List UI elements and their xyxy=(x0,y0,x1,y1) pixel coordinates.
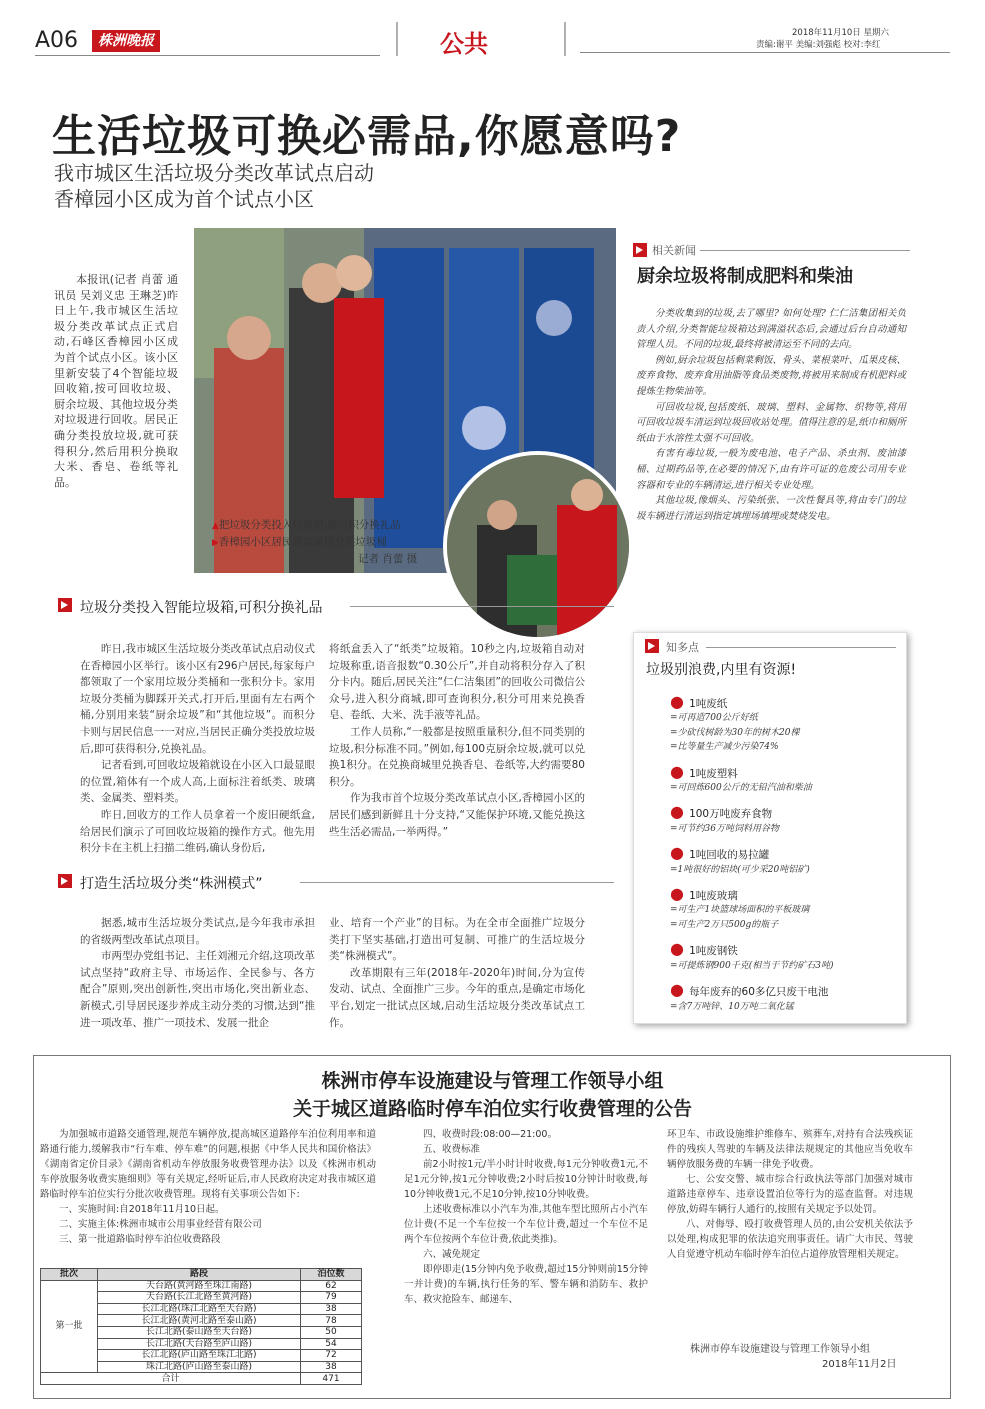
lead-paragraph: 本报讯(记者 肖蕾 通讯员 吴刘义忠 王琳芝)昨日上午,我市城区生活垃圾分类改革试点正式启动,石峰区香樟园小区成为首个试点小区。该小区里新安装了4个智能垃圾回收箱,按可回收垃圾、厨余垃圾、其他垃圾分类对垃圾进行回收。居民正确分类投放垃圾,就可获得积分,然后用积分换取大米、香皂、卷纸等礼品。 xyxy=(54,273,178,489)
table-cell: 78 xyxy=(301,1315,362,1327)
total-value: 471 xyxy=(301,1373,362,1385)
section-divider-right xyxy=(564,22,566,56)
knowledge-rule xyxy=(706,647,896,648)
header-rule-left xyxy=(35,55,380,56)
fact-line: =少砍伐树龄为30年的树木20棵 xyxy=(670,727,800,738)
table-header: 批次 xyxy=(41,1269,98,1281)
fact-item: ● 1吨废玻璃 xyxy=(670,884,738,904)
section-2-col-1: 据悉,城市生活垃圾分类试点,是今年我市承担的省级两型改革试点项目。 市两型办党组书记、主任刘湘元介绍,这项改革试点坚持“政府主导、市场运作、全民参与、各方配合”原则,突出创新性,突出市场化,突出新业态、新模式,引导居民逐步养成主动分类的习惯,达到“推进一项改革、推广一项技术、发展一批企 xyxy=(80,917,315,1029)
parking-table xyxy=(40,1268,362,1385)
table-cell: 79 xyxy=(301,1292,362,1304)
section-arrow-icon-2 xyxy=(58,874,72,888)
arrow-right-icon xyxy=(645,639,659,653)
table-cell: 72 xyxy=(301,1350,362,1362)
fact-line: =1吨很好的铝块(可少采20吨铝矿) xyxy=(670,864,810,875)
fact-list xyxy=(670,692,900,1014)
related-news-tag: 相关新闻 xyxy=(652,244,696,257)
section-2-col-2: 业、培育一个产业”的目标。为在全市全面推广垃圾分类打下坚实基础,打造出可复制、可推广的生活垃圾分类“株洲模式”。 改革期限有三年(2018年-2020年)时间,分为宣传发动、试点、全面推广三步。今年的重点,是确定市场化平台,划定一批试点区域,启动生活垃圾分类改革试点工作。 xyxy=(329,917,585,1029)
fact-item: ● 1吨回收的易拉罐 xyxy=(670,843,770,863)
photo-caption-1: ▲把垃圾分类投入垃圾箱,就可积分换礼品 xyxy=(212,519,401,531)
fact-line: =可节约36万吨饲料用谷物 xyxy=(670,823,779,834)
fact-item: ● 1吨废纸 xyxy=(670,692,728,711)
section-1-col-1: 昨日,我市城区生活垃圾分类改革试点启动仪式在香樟园小区举行。该小区有296户居民,每家每户都领取了一个家用垃圾分类桶和一张积分卡。家用垃圾分类桶为脚踩开关式,打开后,里面有左右两个桶,分别用来装“厨余垃圾”和“其他垃圾”。而积分卡则与居民信息一一对应,当居民正确分类投放垃圾后,即可获得积分,兑换礼品。 记者看到,可回收垃圾箱就设在小区入口最显眼的位置,箱体有一个成人高,上面标注着纸类、玻璃类、金属类、塑料类。 昨日,回收方的工作人员拿着一个废旧硬纸盒,给居民们演示了可回收垃圾箱的操作方式。他先用积分卡在主机上扫描二维码,确认身份后, xyxy=(80,643,315,855)
residents-bins-photo xyxy=(447,455,629,637)
triangle-right-icon: ▶ xyxy=(212,538,219,548)
notice-col-1: 为加强城市道路交通管理,规范车辆停放,提高城区道路停车泊位利用率和道路通行能力,缓解我市“行车难、停车难”的问题,根据《中华人民共和国价格法》《湖南省定价目录》《湖南省机动车停放服务收费管理办法》以及《株洲市机动车停放服务收费实施细则》等有关规定,经听证后,市人民政府决定对我市城区道路临时停车泊位实行分批次收费管理。现将有关事项公告如下: 一、实施时间:自2018年11月10日起。 二、实施主体:株洲市城市公用事业经营有限公司 三、第一批道路临时停车泊位收费路段 xyxy=(40,1129,376,1245)
page-number: A06 xyxy=(35,28,79,53)
table-cell: 长江北路(天台路至庐山路) xyxy=(98,1338,301,1350)
header-rule-right xyxy=(580,52,950,53)
section-2-rule xyxy=(300,882,614,883)
table-cell: 长江北路(庐山路至珠江北路) xyxy=(98,1350,301,1362)
notice-col-3: 环卫车、市政设施维护维修车、殡葬车,对持有合法残疾证件的残疾人驾驶的车辆及法律法规规定的其他应当免收车辆停放服务费的车辆一律免予收费。 七、公安交警、城市综合行政执法等部门加强对城市道路违章停车、违章设置泊位等行为的巡查监督。对违规停放,妨碍车辆行人通行的,按照有关规定予以处罚。 八、对侮辱、殴打收费管理人员的,由公安机关依法予以处理,构成犯罪的依法追究刑事责任。请广大市民、驾驶人自觉遵守机动车临时停车泊位占道停放管理相关规定。 xyxy=(667,1129,913,1260)
total-label: 合计 xyxy=(41,1373,301,1385)
fact-line: =可生产2万只500g的瓶子 xyxy=(670,919,779,930)
photo-credit: 记者 肖蕾 摄 xyxy=(358,553,418,565)
fact-item: ● 1吨废钢铁 xyxy=(670,939,738,959)
headline: 生活垃圾可换必需品,你愿意吗? xyxy=(52,111,682,162)
table-cell: 长江北路(珠江北路至天台路) xyxy=(98,1303,301,1315)
notice-date: 2018年11月2日 xyxy=(822,1359,897,1370)
table-cell: 长江北路(泰山路至天台路) xyxy=(98,1326,301,1338)
notice-title-1: 株洲市停车设施建设与管理工作领导小组 xyxy=(321,1070,664,1092)
related-title: 厨余垃圾将制成肥料和柴油 xyxy=(637,266,853,287)
notice-col-2: 四、收费时段:08:00—21:00。 五、收费标准 前2小时按1元/半小时计时收费,每1元分钟收费1元,不足1元分钟,按1元分钟收费;2小时后按10分钟计时收费,每10分钟收费1元,不足10分钟,按10分钟收费。 上述收费标准以小汽车为准,其他车型比照所占小汽车位计费(不足一个车位按一个车位计费,超过一个车位不足两个车位按两个车位计费,依此类推)。 六、减免规定 即停即走(15分钟内免予收费,超过15分钟则前15分钟一并计费)的车辆,执行任务的军、警车辆和消防车、救护车、救灾抢险车、邮递车、 xyxy=(404,1129,648,1305)
fact-line: =可回炼600公斤的无铅汽油和柴油 xyxy=(670,783,812,794)
triangle-up-icon: ▲ xyxy=(212,521,219,531)
table-cell: 38 xyxy=(301,1361,362,1373)
fact-item: ● 100万吨废弃食物 xyxy=(670,802,773,822)
table-header: 路段 xyxy=(98,1269,301,1281)
table-cell: 珠江北路(庐山路至泰山路) xyxy=(98,1361,301,1373)
fact-line: =比等量生产减少污染74% xyxy=(670,742,779,753)
section-1-rule xyxy=(350,606,614,607)
table-total-row xyxy=(41,1373,362,1385)
batch-cell: 第一批 xyxy=(41,1280,98,1373)
notice-signature: 株洲市停车设施建设与管理工作领导小组 xyxy=(690,1344,870,1355)
knowledge-tag: 知多点 xyxy=(666,641,699,654)
knowledge-box xyxy=(633,632,907,1024)
fact-line: =可再造700公斤好纸 xyxy=(670,713,758,724)
table-header: 泊位数 xyxy=(301,1269,362,1281)
related-rule xyxy=(700,250,910,251)
fact-line: =含7万吨锌、10万吨二氧化锰 xyxy=(670,1001,794,1012)
related-body: 分类收集到的垃圾,去了哪里? 如何处理? 仁仁洁集团相关负责人介绍,分类智能垃圾箱达到满溢状态后,会通过后台自动通知管理人员。不同的垃圾,最终将被清运至不同的去向。 例如,厨余垃圾包括剩菜剩饭、骨头、菜根菜叶、瓜果皮核、废弃食物、废弃食用油脂等食品类废物,将被用来制成有机肥料或提炼生物柴油等。 可回收垃圾,包括废纸、玻璃、塑料、金属物、织物等,将用可回收垃圾车清运到垃圾回收站处理。值得注意的是,纸巾和厕所纸由于水溶性太强不可回收。 有害有毒垃圾,一般为废电池、电子产品、杀虫剂、废油漆桶、过期药品等,在必要的情况下,由有许可证的危废公司用专业容器和专业的车辆清运,进行相关专业处理。 其他垃圾,像烟头、污染纸张、一次性餐具等,将由专门的垃圾车辆进行清运到指定填埋场填埋或焚烧发电。 xyxy=(636,308,906,522)
editor-credits: 责编:谢平 美编:刘强彪 校对:李红 xyxy=(756,40,881,50)
table-row xyxy=(41,1280,362,1292)
section-divider-left xyxy=(396,22,398,56)
fact-item: ● 每年废弃的60多亿只废干电池 xyxy=(670,980,829,1000)
table-cell: 长江北路(黄河北路至泰山路) xyxy=(98,1315,301,1327)
table-cell: 62 xyxy=(301,1280,362,1292)
photo-caption-2: ▶香樟园小区居民领取家用分类垃圾桶 xyxy=(212,536,387,548)
table-header-row xyxy=(41,1269,362,1281)
table-cell: 天台路(黄河路至珠江南路) xyxy=(98,1280,301,1292)
section-2-title: 打造生活垃圾分类“株洲模式” xyxy=(80,876,263,892)
subhead-1: 我市城区生活垃圾分类改革试点启动 xyxy=(54,161,374,185)
table-cell: 38 xyxy=(301,1303,362,1315)
fact-line: =可生产1块篮球场面积的平板玻璃 xyxy=(670,905,810,916)
section-title: 公共 xyxy=(440,29,488,58)
section-1-col-2: 将纸盒丢入了“纸类”垃圾箱。10秒之内,垃圾箱自动对垃圾称重,语音报数“0.30公斤”,并自动将积分存入了积分卡内。随后,居民关注“仁仁洁集团”的回收公司微信公众号,进入积分商城,即可查询积分,积分可用来兑换香皂、卷纸、大米、洗手液等礼品。 工作人员称,“一般都是按照重量积分,但不同类别的垃圾,积分标准不同。”例如,每100克厨余垃圾,就可以兑换1积分。在兑换商城里兑换香皂、卷纸等,大约需要80积分。 作为我市首个垃圾分类改革试点小区,香樟园小区的居民们感到新鲜且十分支持,“又能保护环境,又能兑换这些生活必需品,一举两得。” xyxy=(329,643,585,838)
section-arrow-icon xyxy=(58,598,72,612)
inset-photo xyxy=(443,451,633,641)
arrow-right-icon xyxy=(633,243,647,257)
table-cell: 天台路(长江北路至黄河路) xyxy=(98,1292,301,1304)
fact-line: =可提炼钢900千克(相当于节约矿石3吨) xyxy=(670,960,834,971)
knowledge-title: 垃圾别浪费,内里有资源! xyxy=(646,662,797,678)
issue-date: 2018年11月10日 星期六 xyxy=(792,28,889,38)
section-1-title: 垃圾分类投入智能垃圾箱,可积分换礼品 xyxy=(80,600,323,616)
paper-logo: 株洲晚报 xyxy=(92,30,160,52)
fact-item: ● 1吨废塑料 xyxy=(670,761,738,781)
notice-title-2: 关于城区道路临时停车泊位实行收费管理的公告 xyxy=(292,1098,692,1120)
subhead-2: 香樟园小区成为首个试点小区 xyxy=(54,187,314,211)
table-cell: 50 xyxy=(301,1326,362,1338)
table-cell: 54 xyxy=(301,1338,362,1350)
